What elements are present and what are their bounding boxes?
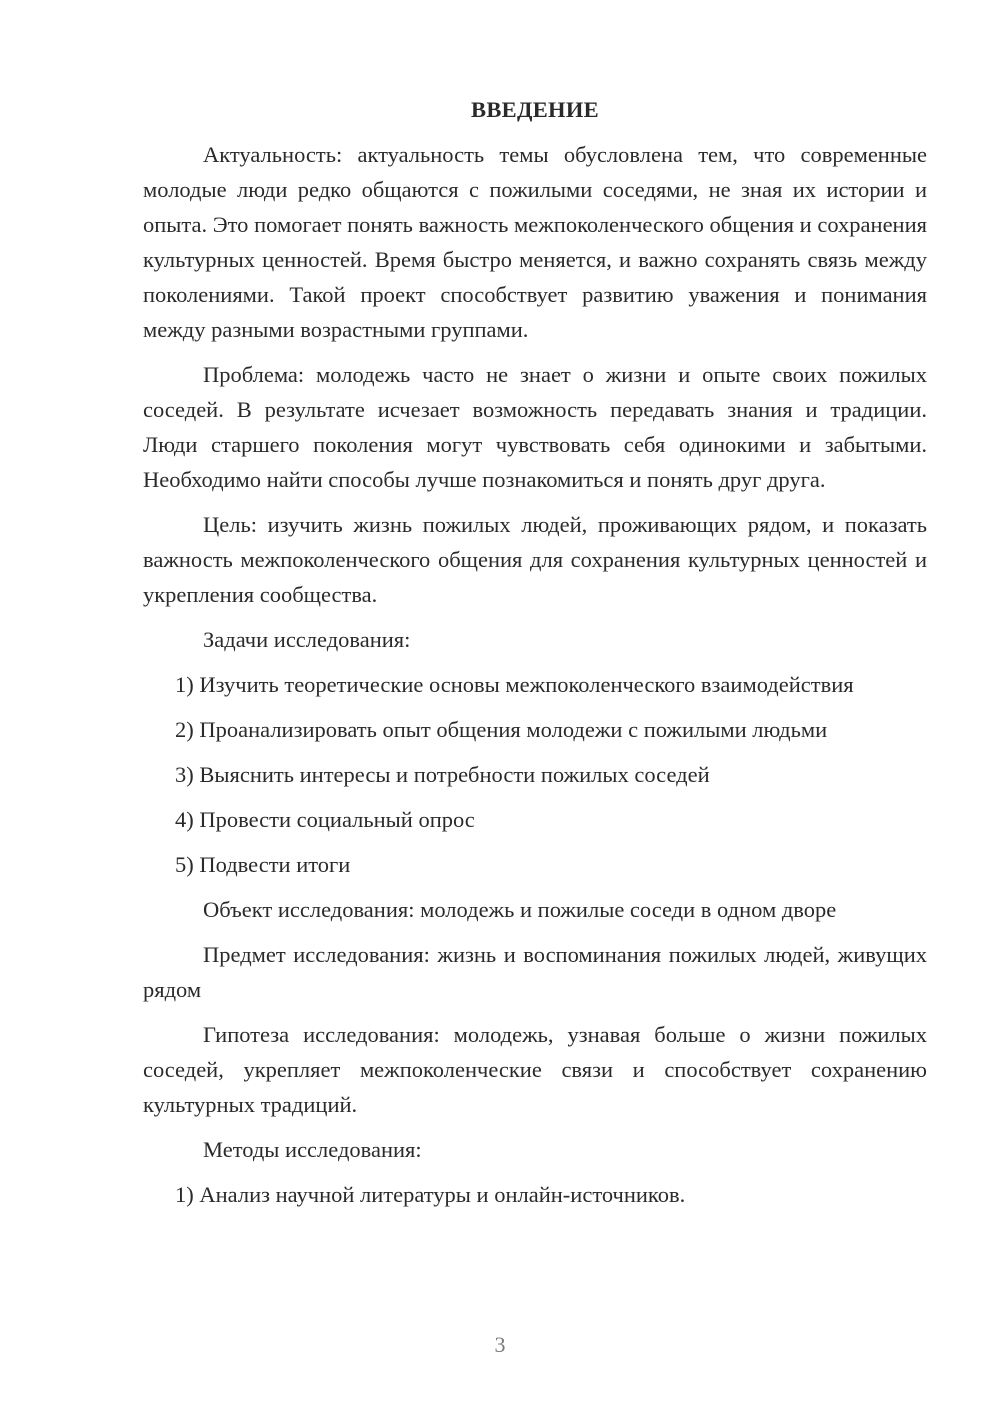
- task-item-5: 5) Подвести итоги: [175, 852, 351, 877]
- method-item-1: 1) Анализ научной литературы и онлайн-источников.: [175, 1182, 686, 1207]
- relevance-paragraph: Актуальность: актуальность темы обусловлена тем, что современные молодые люди редко общаются с пожилыми соседями, не зная их истории и опыта. Это помогает понять важность межпоколенческого общения и сохранения культурных ценностей. Время быстро меняется, и важно сохранять связь между поколениями. Такой проект способствует развитию уважения и понимания между разными возрастными группами.: [143, 142, 927, 342]
- task-item-2: 2) Проанализировать опыт общения молодежи с пожилыми людьми: [175, 717, 828, 742]
- task-item-4: 4) Провести социальный опрос: [175, 807, 475, 832]
- object-paragraph: Объект исследования: молодежь и пожилые соседи в одном дворе: [203, 897, 837, 922]
- goal-paragraph: Цель: изучить жизнь пожилых людей, проживающих рядом, и показать важность межпоколенческого общения для сохранения культурных ценностей и укрепления сообщества.: [143, 512, 927, 607]
- subject-paragraph: Предмет исследования: жизнь и воспоминания пожилых людей, живущих рядом: [143, 942, 927, 1002]
- page-number: 3: [494, 1332, 506, 1357]
- methods-heading: Методы исследования:: [203, 1137, 422, 1162]
- tasks-heading: Задачи исследования:: [203, 627, 411, 652]
- document-page: [143, 92, 927, 1222]
- task-item-3: 3) Выяснить интересы и потребности пожилых соседей: [175, 762, 710, 787]
- hypothesis-paragraph: Гипотеза исследования: молодежь, узнавая больше о жизни пожилых соседей, укрепляет межпоколенческие связи и способствует сохранению культурных традиций.: [143, 1022, 927, 1117]
- task-item-1: 1) Изучить теоретические основы межпоколенческого взаимодействия: [175, 672, 854, 697]
- problem-paragraph: Проблема: молодежь часто не знает о жизни и опыте своих пожилых соседей. В результате исчезает возможность передавать знания и традиции. Люди старшего поколения могут чувствовать себя одинокими и забытыми. Необходимо найти способы лучше познакомиться и понять друг друга.: [143, 362, 927, 492]
- page-title: ВВЕДЕНИЕ: [471, 97, 599, 122]
